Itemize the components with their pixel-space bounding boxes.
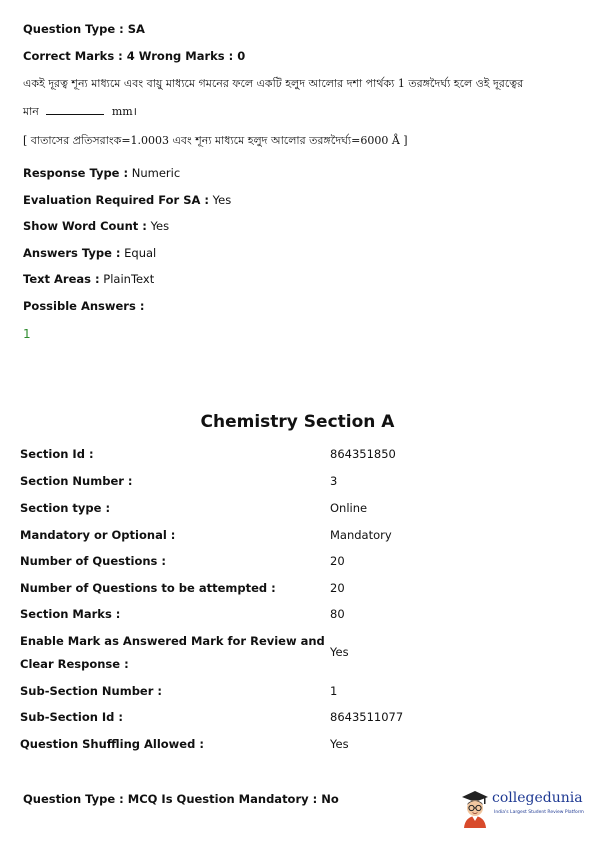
word-count-label: Show Word Count :	[23, 219, 147, 233]
row-label: Number of Questions :	[20, 554, 166, 568]
answers-type	[23, 246, 156, 260]
row-label: Enable Mark as Answered Mark for Review and	[20, 634, 325, 648]
text-areas-value: PlainText	[103, 272, 155, 286]
row-label: Question Shuffling Allowed :	[20, 737, 204, 751]
row-value: Yes	[330, 737, 349, 751]
row-label: Section type :	[20, 501, 111, 515]
question-text-line-3: [ বাতাসের প্রতিসরাংক=1.0003 এবং শূন্য মাধ্যমে হলুদ আলোর তরঙ্গদৈর্ঘ্য=6000 Å ]	[23, 134, 408, 147]
question-type: Question Type : SA	[23, 22, 145, 36]
text-areas-label: Text Areas :	[23, 272, 100, 286]
show-word-count	[23, 219, 169, 233]
row-value: 80	[330, 607, 345, 621]
text-areas	[23, 272, 154, 286]
marks-line: Correct Marks : 4 Wrong Marks : 0	[23, 49, 246, 63]
footer-question-type: Question Type : MCQ Is Question Mandatory : No	[23, 792, 339, 806]
question-text-line-2	[23, 104, 137, 119]
row-value: Online	[330, 501, 368, 515]
question-text-prefix: মান	[23, 105, 39, 118]
answer-blank	[46, 104, 104, 115]
row-value: 8643511077	[330, 710, 404, 724]
row-label: Sub-Section Id :	[20, 710, 124, 724]
row-label: Number of Questions to be attempted :	[20, 581, 276, 595]
logo-tagline: India's Largest Student Review Platform	[494, 810, 584, 815]
question-text-line-1: একই দূরত্ব শূন্য মাধ্যমে এবং বায়ু মাধ্যমে গমনের ফলে একটি হলুদ আলোর দশা পার্থক্য 1 তরঙ্গদৈর্ঘ্য হলে ওই দূরত্বের	[23, 77, 524, 90]
row-label: Section Number :	[20, 474, 133, 488]
row-value: Yes	[330, 645, 349, 659]
question-text-suffix: mm।	[111, 105, 137, 118]
collegedunia-logo	[458, 788, 588, 828]
row-label: Section Marks :	[20, 607, 121, 621]
evaluation-value: Yes	[212, 193, 232, 207]
evaluation-label: Evaluation Required For SA :	[23, 193, 210, 207]
row-label: Section Id :	[20, 447, 94, 461]
row-label: Clear Response :	[20, 657, 129, 671]
row-value: 1	[330, 684, 338, 698]
possible-answers-label: Possible Answers :	[23, 299, 145, 313]
response-type-label: Response Type :	[23, 166, 129, 180]
response-type-value: Numeric	[131, 166, 181, 180]
row-value: 864351850	[330, 447, 396, 461]
section-title: Chemistry Section A	[200, 412, 395, 432]
response-type	[23, 166, 180, 180]
row-value: 3	[330, 474, 338, 488]
row-value: Mandatory	[330, 528, 392, 542]
student-mascot-icon	[458, 788, 492, 828]
possible-answer: 1	[23, 327, 31, 341]
evaluation-required	[23, 193, 231, 207]
row-value: 20	[330, 581, 345, 595]
answers-type-value: Equal	[124, 246, 157, 260]
answers-type-label: Answers Type :	[23, 246, 121, 260]
word-count-value: Yes	[150, 219, 170, 233]
row-label: Sub-Section Number :	[20, 684, 163, 698]
row-label: Mandatory or Optional :	[20, 528, 176, 542]
logo-name: collegedunia	[492, 790, 583, 806]
row-value: 20	[330, 554, 345, 568]
